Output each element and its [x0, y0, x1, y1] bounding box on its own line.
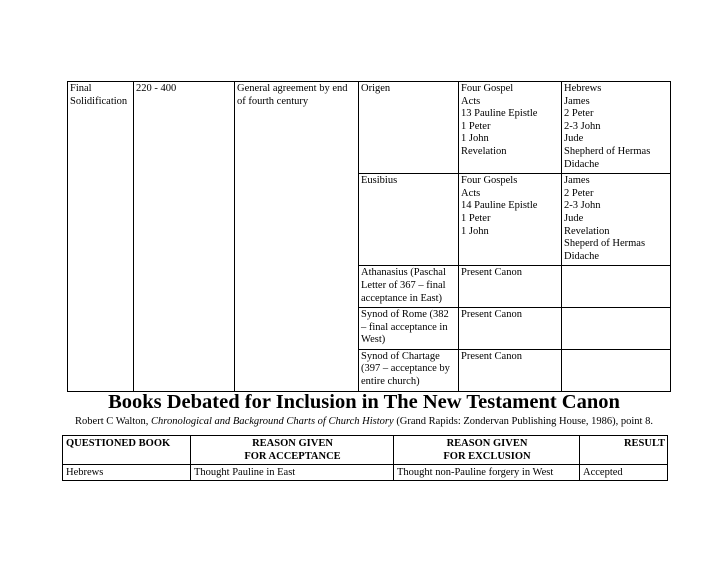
- section-title: Books Debated for Inclusion in The New Testament Canon: [108, 391, 620, 413]
- debated-books-table: [62, 435, 668, 481]
- description-cell: General agreement by end of fourth century: [235, 82, 359, 392]
- source-name-cell: Origen: [359, 82, 459, 174]
- disputed-book: Revelation: [564, 225, 610, 237]
- header-exclusion-line1: REASON GIVEN: [446, 438, 528, 449]
- disputed-books-cell: [562, 266, 671, 308]
- header-acceptance-line2: FOR ACCEPTANCE: [244, 451, 341, 462]
- header-exclusion: [394, 436, 580, 465]
- source-name-cell: Athanasius (Paschal Letter of 367 – final acceptance in East): [359, 266, 459, 308]
- source-name-cell: Synod of Rome (382 – final acceptance in West): [359, 308, 459, 350]
- citation-author: Robert C Walton,: [75, 416, 149, 427]
- accepted-book: Acts: [461, 187, 481, 199]
- citation-book-title: Chronological and Background Charts of Church History: [151, 416, 394, 427]
- disputed-book: Jude: [564, 133, 584, 145]
- source-name-cell: Synod of Chartage (397 – acceptance by entire church): [359, 349, 459, 391]
- disputed-book: Didache: [564, 250, 599, 262]
- accepted-book: 13 Pauline Epistle: [461, 108, 538, 120]
- disputed-book: James: [564, 95, 590, 107]
- header-result: RESULT: [580, 436, 668, 465]
- accepted-book: 1 Peter: [461, 212, 491, 224]
- citation-publisher: (Grand Rapids: Zondervan Publishing House, 1986), point 8.: [396, 416, 653, 427]
- accepted-books-cell: [459, 82, 562, 174]
- accepted-book: 1 John: [461, 133, 489, 145]
- disputed-book: Shepherd of Hermas: [564, 145, 651, 157]
- source-name-cell: Eusibius: [359, 174, 459, 266]
- header-acceptance: [191, 436, 394, 465]
- header-row: [63, 436, 668, 465]
- citation: [0, 415, 728, 428]
- dates-cell: 220 - 400: [134, 82, 235, 392]
- disputed-book: Jude: [564, 212, 584, 224]
- header-exclusion-line2: FOR EXCLUSION: [443, 451, 531, 462]
- accepted-book: Acts: [461, 95, 481, 107]
- disputed-book: Sheperd of Hermas: [564, 238, 646, 250]
- accepted-book: 1 John: [461, 225, 489, 237]
- book-cell: Hebrews: [63, 465, 191, 481]
- acceptance-cell: Thought Pauline in East: [191, 465, 394, 481]
- result-cell: Accepted: [580, 465, 668, 481]
- accepted-book: Four Gospels: [461, 175, 518, 187]
- disputed-books-cell: [562, 174, 671, 266]
- disputed-book: James: [564, 175, 590, 187]
- table-row: [63, 465, 668, 481]
- accepted-book: 14 Pauline Epistle: [461, 200, 538, 212]
- header-acceptance-line1: REASON GIVEN: [252, 438, 333, 449]
- accepted-books-cell: Present Canon: [459, 308, 562, 350]
- accepted-book: Revelation: [461, 145, 507, 157]
- disputed-book: 2 Peter: [564, 187, 594, 199]
- exclusion-cell: Thought non-Pauline forgery in West: [394, 465, 580, 481]
- accepted-books-cell: Present Canon: [459, 349, 562, 391]
- disputed-book: Didache: [564, 158, 599, 170]
- disputed-books-cell: [562, 349, 671, 391]
- accepted-book: 1 Peter: [461, 120, 491, 132]
- disputed-books-cell: [562, 82, 671, 174]
- canon-table: [67, 81, 671, 392]
- accepted-book: Four Gospel: [461, 83, 514, 94]
- disputed-books-cell: [562, 308, 671, 350]
- disputed-book: 2-3 John: [564, 200, 601, 212]
- period-cell: Final Solidification: [68, 82, 134, 392]
- header-questioned-book: QUESTIONED BOOK: [63, 436, 191, 465]
- disputed-book: 2-3 John: [564, 120, 601, 132]
- disputed-book: 2 Peter: [564, 108, 594, 120]
- disputed-book: Hebrews: [564, 83, 602, 94]
- accepted-books-cell: Present Canon: [459, 266, 562, 308]
- accepted-books-cell: [459, 174, 562, 266]
